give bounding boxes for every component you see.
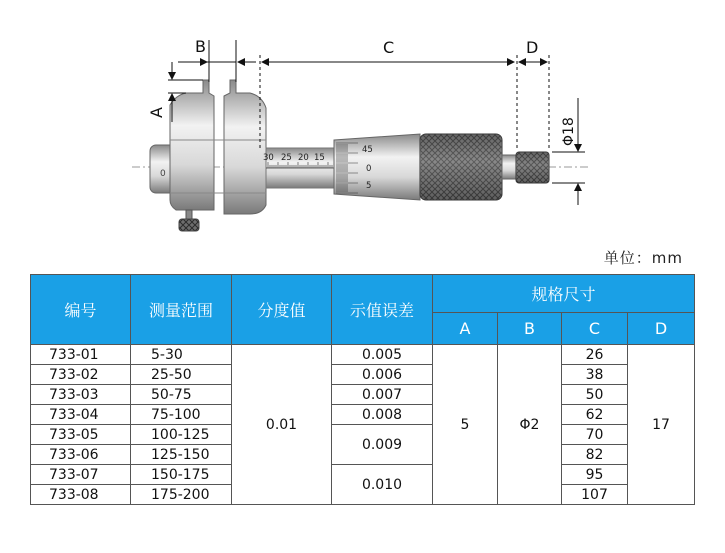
cell-range: 125-150 [131,445,232,465]
cell-c: 82 [562,445,628,465]
header-b: B [498,313,562,345]
cell-c: 38 [562,365,628,385]
dim-label-a: A [147,107,166,118]
cell-code: 733-06 [31,445,131,465]
thimble-label: 5 [366,181,372,191]
unit-label: 单位：mm [603,249,683,267]
table-row [31,405,695,425]
table-row [31,385,695,405]
spec-table [30,274,695,505]
cell-code: 733-05 [31,425,131,445]
cell-range: 100-125 [131,425,232,445]
cell-error: 0.008 [332,405,433,425]
header-d: D [628,313,695,345]
header-graduation: 分度值 [232,275,332,345]
cell-c: 26 [562,345,628,365]
dim-label-b: B [195,37,206,56]
cell-error: 0.006 [332,365,433,385]
header-a: A [433,313,498,345]
header-spec: 规格尺寸 [433,275,695,313]
table-row [31,345,695,365]
cell-code: 733-07 [31,465,131,485]
cell-range: 5-30 [131,345,232,365]
lock-screw-knob [179,219,199,231]
cell-graduation: 0.01 [232,345,332,505]
cell-error: 0.007 [332,385,433,405]
header-range: 测量范围 [131,275,232,345]
sleeve-label: 20 [298,153,309,163]
sleeve-label: 25 [281,153,292,163]
cell-code: 733-02 [31,365,131,385]
cell-a: 5 [433,345,498,505]
sleeve-label: 15 [314,153,325,163]
cell-range: 25-50 [131,365,232,385]
cell-range: 75-100 [131,405,232,425]
left-jaw [170,80,214,210]
cell-range: 50-75 [131,385,232,405]
dim-label-diameter: Φ18 [561,117,577,146]
cell-range: 175-200 [131,485,232,505]
header-c: C [562,313,628,345]
cell-code: 733-03 [31,385,131,405]
thimble-label: 0 [366,164,372,174]
cell-error: 0.009 [332,425,433,465]
cell-c: 107 [562,485,628,505]
dim-label-c: C [383,38,395,57]
cell-error: 0.010 [332,465,433,505]
table-row [31,465,695,485]
table-row [31,365,695,385]
cell-c: 50 [562,385,628,405]
micrometer-diagram [0,0,725,260]
cell-c: 62 [562,405,628,425]
cell-b: Φ2 [498,345,562,505]
cell-c: 70 [562,425,628,445]
header-code: 编号 [31,275,131,345]
cell-code: 733-08 [31,485,131,505]
end-cap-mark: 0 [160,169,166,179]
header-error: 示值误差 [332,275,433,345]
sleeve-label: 30 [263,153,274,163]
cell-range: 150-175 [131,465,232,485]
table-row [31,425,695,445]
dim-label-d: D [526,38,539,57]
cell-error: 0.005 [332,345,433,365]
cell-code: 733-01 [31,345,131,365]
thimble-label: 45 [362,145,373,155]
cell-code: 733-04 [31,405,131,425]
cell-d: 17 [628,345,695,505]
cell-c: 95 [562,465,628,485]
